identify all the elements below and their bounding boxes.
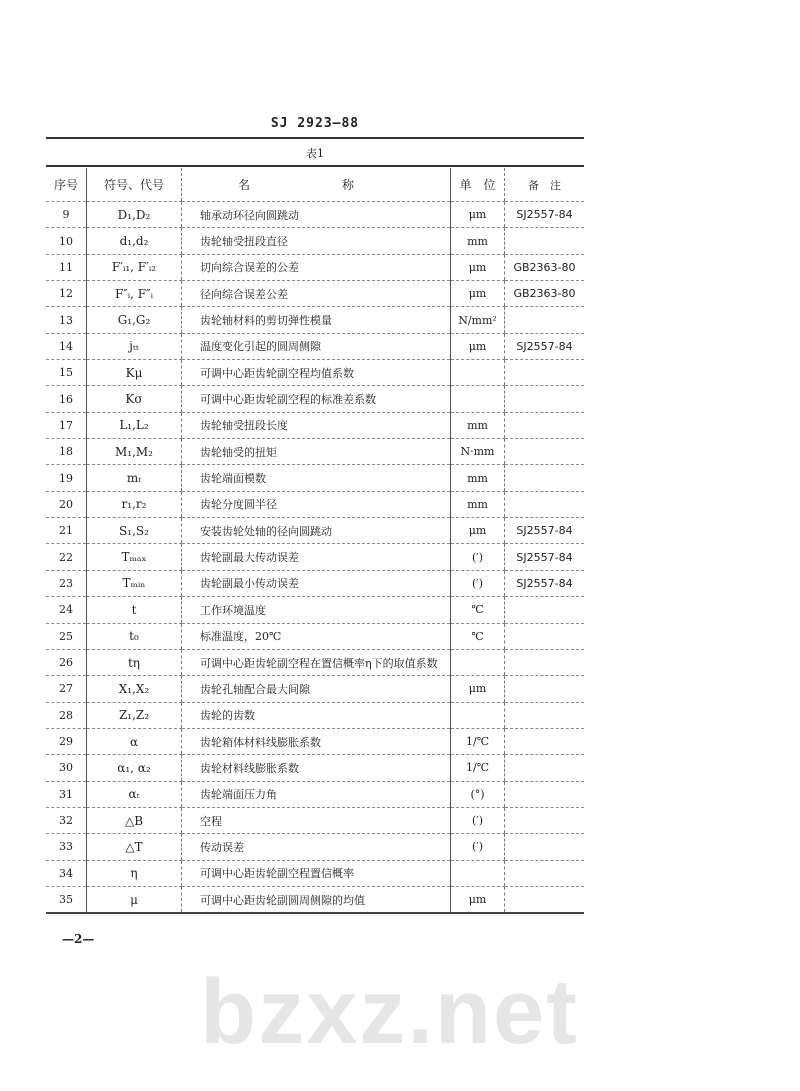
cell-unit: mm <box>451 412 505 438</box>
col-header-symbol: 符号、代号 <box>87 168 182 202</box>
col-header-unit: 单 位 <box>451 168 505 202</box>
cell-no: 21 <box>46 518 87 544</box>
table-row <box>46 649 584 675</box>
table-row <box>46 860 584 886</box>
cell-no: 24 <box>46 597 87 623</box>
cell-note <box>505 781 585 807</box>
col-header-note: 备 注 <box>505 168 585 202</box>
cell-note <box>505 649 585 675</box>
cell-no: 28 <box>46 702 87 728</box>
cell-note <box>505 412 585 438</box>
cell-unit: (′) <box>451 570 505 596</box>
cell-symbol: Tₘₐₓ <box>87 544 182 570</box>
table-row <box>46 228 584 254</box>
cell-symbol: r₁,r₂ <box>87 491 182 517</box>
cell-note <box>505 491 585 517</box>
cell-unit: mm <box>451 491 505 517</box>
cell-name: 径向综合误差公差 <box>182 281 451 307</box>
table-row <box>46 439 584 465</box>
table-caption: 表1 <box>306 147 324 160</box>
cell-no: 15 <box>46 360 87 386</box>
cell-symbol: S₁,S₂ <box>87 518 182 544</box>
cell-symbol: △T <box>87 834 182 860</box>
cell-note <box>505 728 585 754</box>
cell-name: 空程 <box>182 807 451 833</box>
cell-unit: μm <box>451 202 505 228</box>
cell-unit <box>451 702 505 728</box>
table-row <box>46 886 584 913</box>
cell-symbol: t₀ <box>87 623 182 649</box>
cell-no: 27 <box>46 676 87 702</box>
cell-unit <box>451 360 505 386</box>
table-row <box>46 412 584 438</box>
cell-note <box>505 886 585 913</box>
cell-no: 22 <box>46 544 87 570</box>
cell-note: GB2363-80 <box>505 254 585 280</box>
cell-symbol: mₜ <box>87 465 182 491</box>
cell-name: 齿轮材料线膨胀系数 <box>182 755 451 781</box>
cell-name: 轴承动环径向圆跳动 <box>182 202 451 228</box>
cell-no: 13 <box>46 307 87 333</box>
cell-symbol: Tₘᵢₙ <box>87 570 182 596</box>
table-row <box>46 676 584 702</box>
cell-symbol: αₜ <box>87 781 182 807</box>
cell-symbol: Kσ <box>87 386 182 412</box>
cell-unit: (′) <box>451 544 505 570</box>
table-row <box>46 202 584 228</box>
table-header-row <box>46 168 584 202</box>
table-row <box>46 570 584 596</box>
cell-note <box>505 702 585 728</box>
cell-symbol: α₁, α₂ <box>87 755 182 781</box>
cell-unit: mm <box>451 465 505 491</box>
cell-note <box>505 465 585 491</box>
table-row <box>46 728 584 754</box>
cell-unit: ℃ <box>451 597 505 623</box>
cell-name: 标准温度，20℃ <box>182 623 451 649</box>
cell-symbol: tη <box>87 649 182 675</box>
cell-note <box>505 676 585 702</box>
cell-no: 12 <box>46 281 87 307</box>
cell-note: SJ2557-84 <box>505 544 585 570</box>
cell-note: SJ2557-84 <box>505 333 585 359</box>
table-row <box>46 254 584 280</box>
cell-note: SJ2557-84 <box>505 570 585 596</box>
table-row <box>46 386 584 412</box>
cell-name: 齿轮分度圆半径 <box>182 491 451 517</box>
standard-number: SJ 2923—88 <box>270 116 360 131</box>
cell-symbol: G₁,G₂ <box>87 307 182 333</box>
cell-unit: (′) <box>451 807 505 833</box>
cell-no: 34 <box>46 860 87 886</box>
cell-no: 33 <box>46 834 87 860</box>
cell-symbol: Kμ <box>87 360 182 386</box>
cell-name: 齿轮轴材料的剪切弹性模量 <box>182 307 451 333</box>
cell-unit: 1/℃ <box>451 728 505 754</box>
table-row <box>46 597 584 623</box>
cell-unit: μm <box>451 281 505 307</box>
cell-note: GB2363-80 <box>505 281 585 307</box>
top-rule <box>46 137 584 139</box>
cell-unit: ℃ <box>451 623 505 649</box>
table-row <box>46 781 584 807</box>
table-row <box>46 465 584 491</box>
cell-unit: μm <box>451 518 505 544</box>
cell-note <box>505 307 585 333</box>
cell-name: 齿轮端面压力角 <box>182 781 451 807</box>
table-row <box>46 307 584 333</box>
cell-note <box>505 807 585 833</box>
cell-name: 可调中心距齿轮副空程的标准差系数 <box>182 386 451 412</box>
cell-no: 18 <box>46 439 87 465</box>
cell-symbol: jₜₜ <box>87 333 182 359</box>
cell-unit: (°) <box>451 781 505 807</box>
cell-unit: 1/℃ <box>451 755 505 781</box>
cell-unit: μm <box>451 333 505 359</box>
page-number: —2— <box>62 932 95 946</box>
cell-no: 16 <box>46 386 87 412</box>
cell-no: 9 <box>46 202 87 228</box>
cell-symbol: △B <box>87 807 182 833</box>
cell-unit: μm <box>451 886 505 913</box>
cell-unit <box>451 386 505 412</box>
cell-note: SJ2557-84 <box>505 518 585 544</box>
watermark: bzxz.net <box>200 961 579 1063</box>
cell-no: 30 <box>46 755 87 781</box>
cell-unit: μm <box>451 254 505 280</box>
cell-no: 29 <box>46 728 87 754</box>
table-row <box>46 333 584 359</box>
table-row <box>46 491 584 517</box>
cell-no: 32 <box>46 807 87 833</box>
table-body <box>46 202 584 914</box>
cell-no: 19 <box>46 465 87 491</box>
cell-note <box>505 360 585 386</box>
cell-symbol: t <box>87 597 182 623</box>
table-row <box>46 544 584 570</box>
cell-name: 齿轮端面模数 <box>182 465 451 491</box>
cell-unit <box>451 649 505 675</box>
cell-note <box>505 439 585 465</box>
cell-note <box>505 623 585 649</box>
cell-no: 10 <box>46 228 87 254</box>
col-header-no: 序号 <box>46 168 87 202</box>
cell-name: 齿轮轴受的扭矩 <box>182 439 451 465</box>
cell-symbol: η <box>87 860 182 886</box>
cell-no: 14 <box>46 333 87 359</box>
cell-name: 齿轮副最大传动误差 <box>182 544 451 570</box>
cell-name: 可调中心距齿轮副圆周侧隙的均值 <box>182 886 451 913</box>
table-row <box>46 807 584 833</box>
cell-symbol: L₁,L₂ <box>87 412 182 438</box>
cell-symbol: α <box>87 728 182 754</box>
cell-no: 25 <box>46 623 87 649</box>
cell-symbol: D₁,D₂ <box>87 202 182 228</box>
cell-note <box>505 834 585 860</box>
cell-symbol: Z₁,Z₂ <box>87 702 182 728</box>
cell-symbol: μ <box>87 886 182 913</box>
cell-name: 齿轮轴受扭段直径 <box>182 228 451 254</box>
cell-name: 齿轮副最小传动误差 <box>182 570 451 596</box>
cell-no: 35 <box>46 886 87 913</box>
cell-no: 31 <box>46 781 87 807</box>
cell-name: 安装齿轮处轴的径向圆跳动 <box>182 518 451 544</box>
cell-unit <box>451 860 505 886</box>
table-row <box>46 518 584 544</box>
cell-note <box>505 755 585 781</box>
cell-note: SJ2557-84 <box>505 202 585 228</box>
cell-no: 23 <box>46 570 87 596</box>
cell-name: 工作环境温度 <box>182 597 451 623</box>
cell-note <box>505 860 585 886</box>
cell-unit: mm <box>451 228 505 254</box>
cell-symbol: d₁,d₂ <box>87 228 182 254</box>
table-row <box>46 360 584 386</box>
cell-symbol: X₁,X₂ <box>87 676 182 702</box>
table-row <box>46 623 584 649</box>
cell-no: 17 <box>46 412 87 438</box>
cell-name: 可调中心距齿轮副空程置信概率 <box>182 860 451 886</box>
caption-rule <box>46 165 584 167</box>
cell-symbol: M₁,M₂ <box>87 439 182 465</box>
cell-no: 11 <box>46 254 87 280</box>
cell-unit: (′) <box>451 834 505 860</box>
cell-unit: μm <box>451 676 505 702</box>
cell-no: 26 <box>46 649 87 675</box>
cell-name: 可调中心距齿轮副空程均值系数 <box>182 360 451 386</box>
cell-unit: N/mm² <box>451 307 505 333</box>
cell-unit: N·mm <box>451 439 505 465</box>
cell-symbol: F″ᵢ, F″ᵢ <box>87 281 182 307</box>
cell-note <box>505 386 585 412</box>
cell-name: 齿轮箱体材料线膨胀系数 <box>182 728 451 754</box>
cell-name: 可调中心距齿轮副空程在置信概率η下的取值系数 <box>182 649 451 675</box>
table-row <box>46 755 584 781</box>
table-row <box>46 834 584 860</box>
cell-note <box>505 597 585 623</box>
table-row <box>46 281 584 307</box>
cell-name: 齿轮孔轴配合最大间隙 <box>182 676 451 702</box>
cell-name: 齿轮的齿数 <box>182 702 451 728</box>
cell-name: 传动误差 <box>182 834 451 860</box>
cell-name: 切向综合误差的公差 <box>182 254 451 280</box>
col-header-name: 名 称 <box>182 168 451 202</box>
cell-symbol: F′ᵢ₁, F′ᵢ₂ <box>87 254 182 280</box>
symbols-table <box>46 168 584 914</box>
cell-name: 温度变化引起的圆周侧隙 <box>182 333 451 359</box>
cell-no: 20 <box>46 491 87 517</box>
table-row <box>46 702 584 728</box>
cell-note <box>505 228 585 254</box>
cell-name: 齿轮轴受扭段长度 <box>182 412 451 438</box>
